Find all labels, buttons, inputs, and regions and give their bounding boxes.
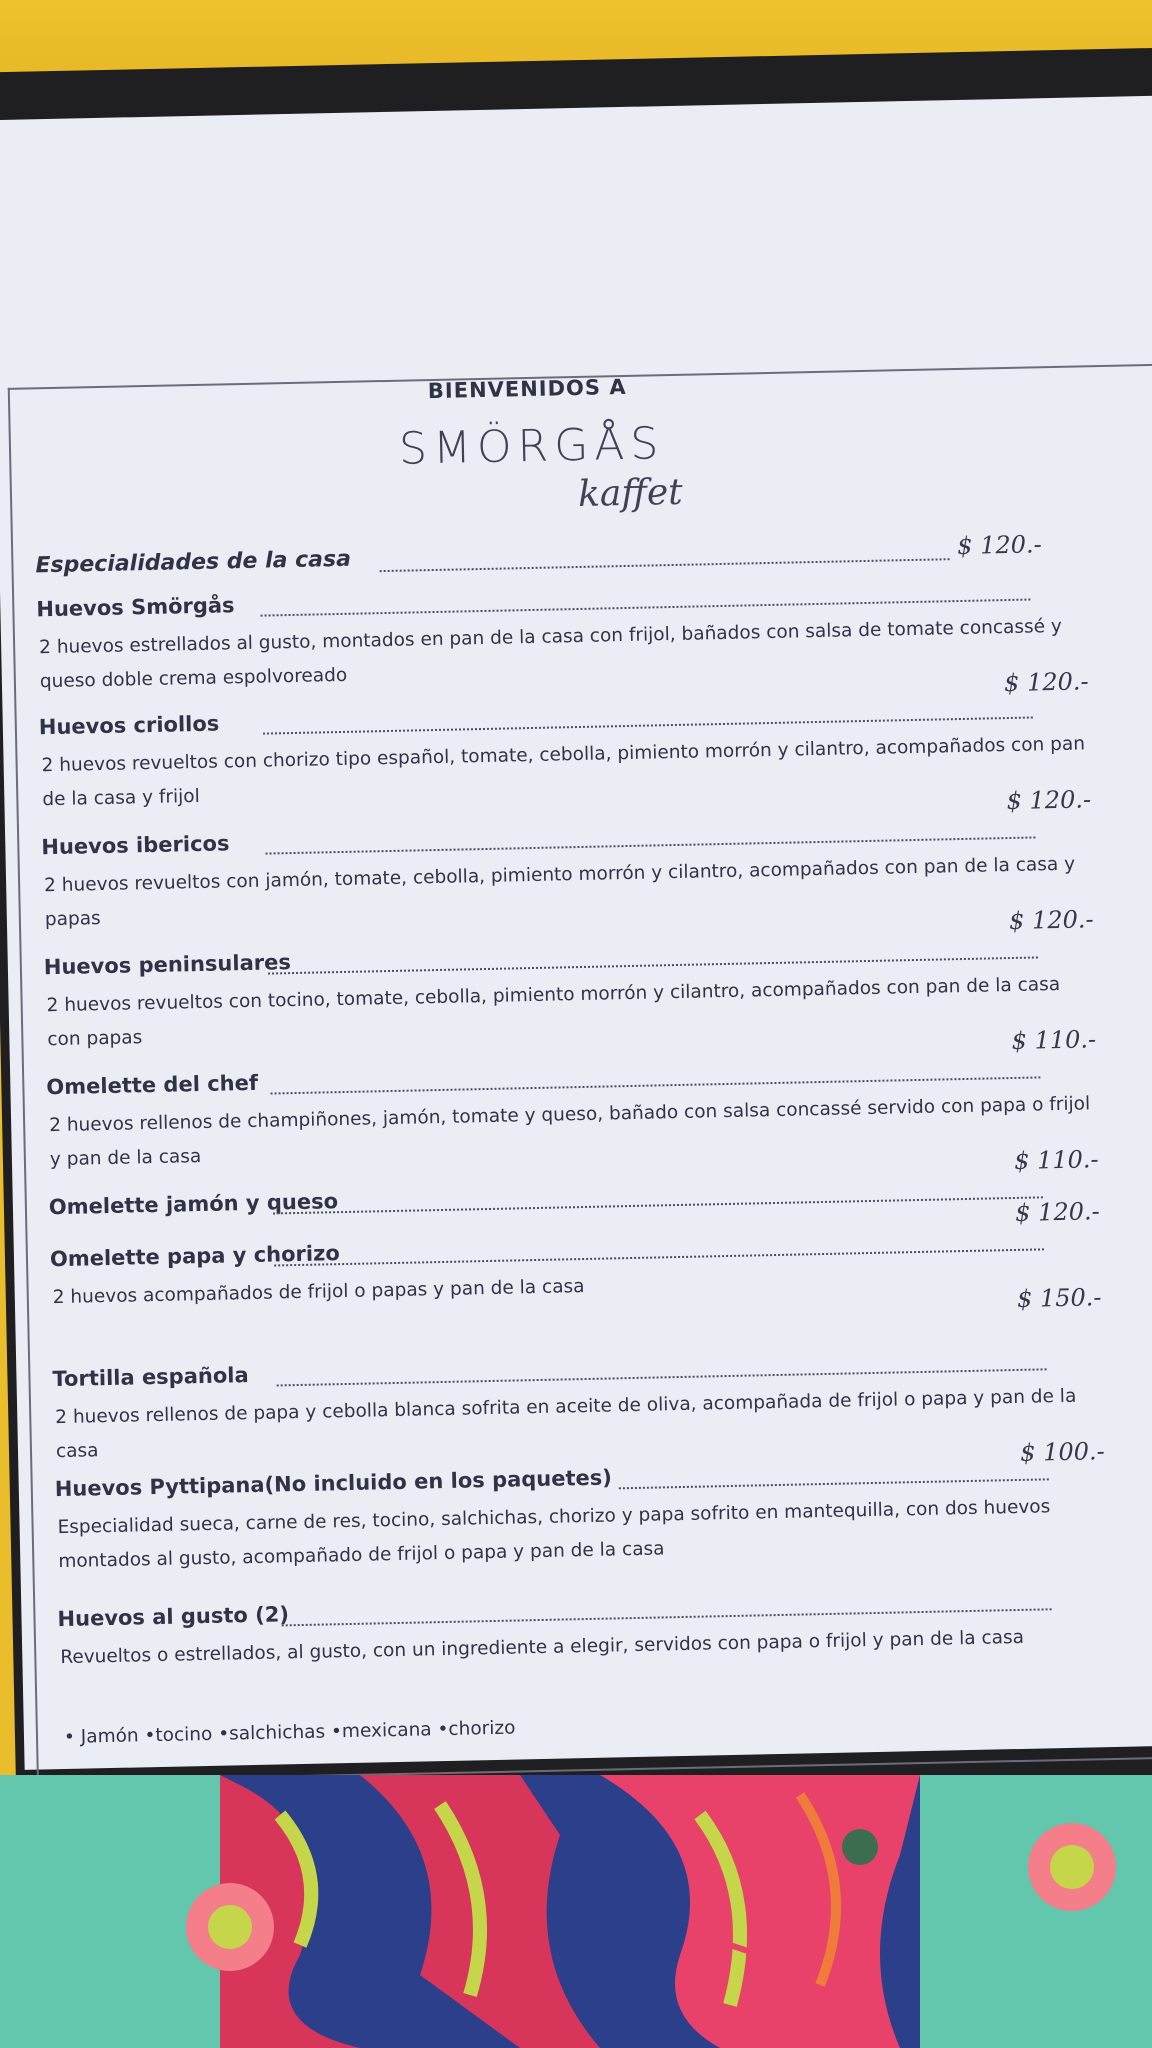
menu-page	[0, 96, 1152, 1770]
menu-item-name: Omelette jamón y queso	[48, 1189, 339, 1220]
menu-item-name: Huevos peninsulares	[43, 950, 292, 980]
menu-item-description: casa	[55, 1440, 99, 1463]
menu-item-price: $ 100.-	[1019, 1437, 1105, 1467]
menu-item-description: queso doble crema espolvoreado	[39, 664, 348, 693]
menu-item-description: 2 huevos estrellados al gusto, montados en pan de la casa con frijol, bañados con salsa de tomate concassé y	[38, 615, 1063, 659]
section-price: $ 120.-	[956, 530, 1042, 561]
fabric-pattern	[0, 1775, 1152, 2048]
menu-item-name: Huevos al gusto (2)	[57, 1602, 290, 1632]
menu-item-description: papas	[44, 908, 101, 931]
menu-item-description: montados al gusto, acompañado de frijol o papa y pan de la casa	[58, 1538, 665, 1573]
menu-item-price: $ 120.-	[1006, 785, 1092, 816]
menu-item-price: $ 110.-	[1011, 1025, 1097, 1056]
restaurant-logo: SMÖRGÅS	[398, 418, 665, 475]
menu-item-name: Huevos Pyttipana(No incluido en los paquetes)	[54, 1465, 613, 1502]
menu-item-description: con papas	[47, 1027, 143, 1051]
menu-item-name: Huevos Smörgås	[36, 593, 235, 622]
menu-item-name: Huevos criollos	[38, 711, 220, 740]
menu-item-price: $ 120.-	[1008, 905, 1094, 936]
ingredient-options: • Jamón •tocino •salchichas •mexicana •chorizo	[63, 1717, 516, 1749]
section-title: Especialidades de la casa	[35, 546, 352, 579]
menu-item-description: 2 huevos revueltos con jamón, tomate, cebolla, pimiento morrón y cilantro, acompañados con pan de la casa y	[43, 853, 1076, 897]
menu-item-description: de la casa y frijol	[42, 785, 200, 811]
menu-item-description: 2 huevos rellenos de champiñones, jamón, tomate y queso, bañado con salsa concassé servido con papa o frijol	[48, 1093, 1091, 1137]
menu-item-name: Omelette papa y chorizo	[49, 1241, 340, 1272]
menu-item-name: Tortilla española	[52, 1363, 249, 1392]
menu-item-name: Huevos ibericos	[41, 831, 230, 860]
menu-item-description: 2 huevos revueltos con tocino, tomate, cebolla, pimiento morrón y cilantro, acompañados con pan de la casa	[46, 973, 1061, 1017]
menu-item-description: Revueltos o estrellados, al gusto, con un ingrediente a elegir, servidos con papa o frijol y pan de la casa	[60, 1626, 1025, 1669]
menu-item-price: $ 120.-	[1003, 667, 1089, 698]
menu-item-description: 2 huevos revueltos con chorizo tipo español, tomate, cebolla, pimiento morrón y cilantro, acompañados con pan	[41, 733, 1086, 777]
menu-item-description: y pan de la casa	[49, 1146, 202, 1171]
menu-item-description: 2 huevos acompañados de frijol o papas y pan de la casa	[52, 1276, 585, 1309]
menu-item-description: 2 huevos rellenos de papa y cebolla blanca sofrita en aceite de oliva, acompañada de frijol o papa y pan de la	[55, 1385, 1077, 1429]
welcome-heading: BIENVENIDOS A	[427, 374, 627, 404]
tablecloth-fabric	[0, 1775, 1152, 2048]
restaurant-logo-script: kaffet	[577, 471, 684, 515]
menu-item-name: Omelette del chef	[46, 1070, 259, 1100]
menu-item-price: $ 120.-	[1014, 1197, 1100, 1227]
menu-item-price: $ 150.-	[1016, 1283, 1102, 1313]
menu-item-description: Especialidad sueca, carne de res, tocino, salchichas, chorizo y papa sofrito en mantequilla, con dos huevos	[57, 1496, 1051, 1539]
menu-item-price: $ 110.-	[1013, 1145, 1099, 1175]
